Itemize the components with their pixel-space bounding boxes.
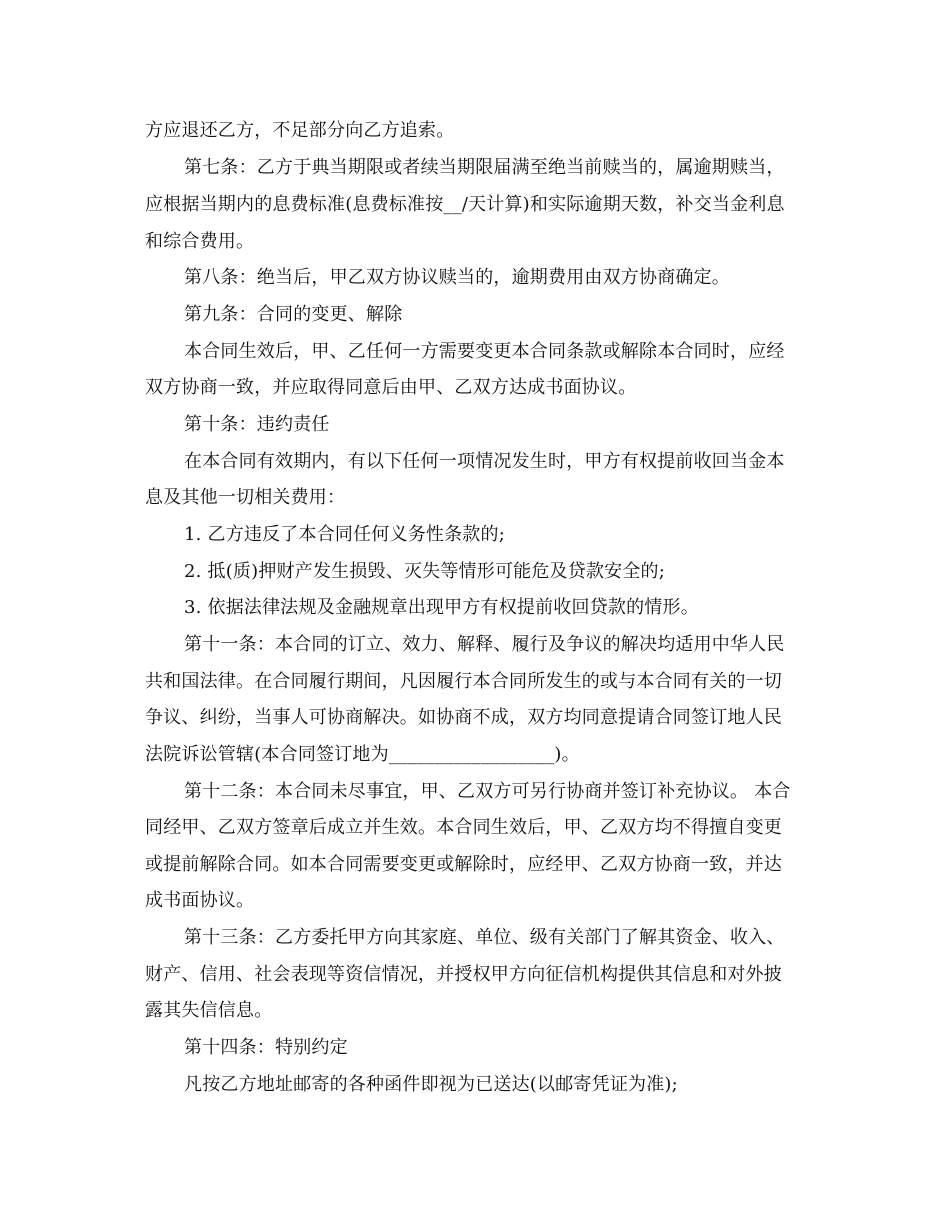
paragraph-line: 露其失信信息。 <box>145 1000 273 1021</box>
clause-11-line: 第十一条：本合同的订立、效力、解释、履行及争议的解决均适用中华人民 <box>184 634 785 655</box>
paragraph-line: 财产、信用、社会表现等资信情况，并授权甲方向征信机构提供其信息和对外披 <box>145 964 782 985</box>
paragraph-line: 或提前解除合同。如本合同需要变更或解除时，应经甲、乙双方协商一致，并达 <box>145 854 782 875</box>
paragraph-line: 双方协商一致，并应取得同意后由甲、乙双方达成书面协议。 <box>145 377 637 398</box>
paragraph-line: 凡按乙方地址邮寄的各种函件即视为已送达(以邮寄凭证为准); <box>184 1074 678 1095</box>
paragraph-line: 在本合同有效期内，有以下任何一项情况发生时，甲方有权提前收回当金本 <box>184 451 785 472</box>
clause-7-line: 第七条：乙方于典当期限或者续当期限届满至绝当前赎当的，属逾期赎当， <box>184 157 785 178</box>
paragraph-line: 法院诉讼管辖(本合同签订地为__________________)。 <box>145 744 580 765</box>
paragraph-line: 成书面协议。 <box>145 890 255 911</box>
paragraph-line: 同经甲、乙双方签章后成立并生效。本合同生效后，甲、乙双方均不得擅自变更 <box>145 817 782 838</box>
clause-10-heading: 第十条：违约责任 <box>184 414 330 435</box>
list-item: 1. 乙方违反了本合同任何义务性条款的; <box>184 524 505 545</box>
clause-13-line: 第十三条：乙方委托甲方向其家庭、单位、级有关部门了解其资金、收入、 <box>184 927 785 948</box>
paragraph-line: 息及其他一切相关费用： <box>145 487 346 508</box>
paragraph-line: 方应退还乙方，不足部分向乙方追索。 <box>145 120 455 141</box>
paragraph-line: 争议、纠纷，当事人可协商解决。如协商不成，双方均同意提请合同签订地人民 <box>145 707 782 728</box>
clause-14-heading: 第十四条：特别约定 <box>184 1037 348 1058</box>
list-item: 2. 抵(质)押财产发生损毁、灭失等情形可能危及贷款安全的; <box>184 561 666 582</box>
list-item: 3. 依据法律法规及金融规章出现甲方有权提前收回贷款的情形。 <box>184 597 699 618</box>
clause-8-line: 第八条：绝当后，甲乙双方协议赎当的，逾期费用由双方协商确定。 <box>184 267 730 288</box>
paragraph-line: 应根据当期内的息费标准(息费标准按__/天计算)和实际逾期天数，补交当金利息 <box>145 194 785 215</box>
paragraph-line: 本合同生效后，甲、乙任何一方需要变更本合同条款或解除本合同时，应经 <box>184 341 785 362</box>
paragraph-line: 和综合费用。 <box>145 231 255 252</box>
clause-12-line: 第十二条：本合同未尽事宜，甲、乙双方可另行协商并签订补充协议。 本合 <box>184 781 791 802</box>
paragraph-line: 共和国法律。在合同履行期间，凡因履行本合同所发生的或与本合同有关的一切 <box>145 671 782 692</box>
clause-9-heading: 第九条：合同的变更、解除 <box>184 304 403 325</box>
